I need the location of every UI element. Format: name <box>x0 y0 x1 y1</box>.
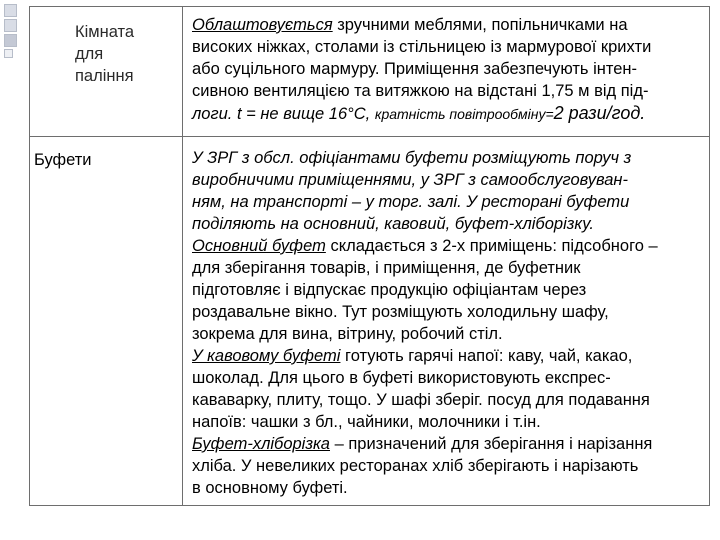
text-line <box>192 345 704 367</box>
row-description-buffets <box>192 147 704 499</box>
row-description-smoking-room <box>192 14 704 125</box>
row-label-buffets: Буфети <box>34 151 92 169</box>
table-row-buffets <box>30 137 709 505</box>
underlined-term: Буфет-хліборізка <box>192 435 330 453</box>
text-line: ням, на транспорті – у торг. залі. У ресторані буфети <box>192 193 630 211</box>
text-span-small: кратність повітрообміну= <box>374 106 554 122</box>
text-line: сивною вентиляцією та витяжкою на відстані 1,75 м від під- <box>192 82 649 100</box>
label-line: паління <box>75 67 134 85</box>
text-line: роздавальне вікно. Тут розміщують холодильну шафу, <box>192 303 609 321</box>
underlined-term: У кавовому буфеті <box>192 347 341 365</box>
info-table <box>29 6 710 506</box>
label-line: для <box>75 45 104 63</box>
decor-square <box>4 49 13 58</box>
text-line: високих ніжках, столами із стільницею із мармурової крихти <box>192 38 652 56</box>
text-span-large: 2 рази/год. <box>553 103 646 123</box>
text-line: кававарку, плиту, тощо. У шафі зберіг. посуд для подавання <box>192 391 650 409</box>
decorative-squares <box>4 4 20 56</box>
text-line <box>192 433 704 455</box>
text-line: підготовляє і відпускає продукцію офіціантам через <box>192 281 587 299</box>
text-line: У ЗРГ з обсл. офіціантами буфети розміщують поруч з <box>192 149 632 167</box>
text-span: – призначений для зберігання і нарізання <box>330 435 653 453</box>
decor-square <box>4 34 17 47</box>
text-line <box>192 102 704 125</box>
text-span: зручними меблями, попільничками на <box>332 16 628 34</box>
text-line: для зберігання товарів, і приміщення, де буфетник <box>192 259 581 277</box>
text-span: готують гарячі напої: каву, чай, какао, <box>340 347 633 365</box>
text-span: логи. t = не вище 16°С, <box>192 105 375 123</box>
text-line <box>192 14 704 36</box>
text-span: складається з 2-х приміщень: підсобного – <box>325 237 658 255</box>
text-line: напоїв: чашки з бл., чайники, молочники і т.ін. <box>192 413 541 431</box>
decor-square <box>4 19 17 32</box>
text-line: зокрема для вина, вітрину, робочий стіл. <box>192 325 503 343</box>
decor-square <box>4 4 17 17</box>
table-row-smoking-room <box>30 7 709 137</box>
underlined-term: Основний буфет <box>192 237 326 255</box>
text-line <box>192 235 704 257</box>
text-line: або суцільного мармуру. Приміщення забезпечують інтен- <box>192 60 638 78</box>
label-line: Кімната <box>75 23 135 41</box>
text-line: шоколад. Для цього в буфеті використовують експрес- <box>192 369 611 387</box>
text-line: виробничими приміщеннями, у ЗРГ з самообслуговуван- <box>192 171 628 189</box>
row-label-smoking-room <box>75 21 134 87</box>
text-line: хліба. У невеликих ресторанах хліб зберігають і нарізають <box>192 457 639 475</box>
text-line: поділяють на основний, кавовий, буфет-хліборізку. <box>192 215 594 233</box>
underlined-term: Облаштовується <box>192 16 333 34</box>
text-line: в основному буфеті. <box>192 479 348 497</box>
